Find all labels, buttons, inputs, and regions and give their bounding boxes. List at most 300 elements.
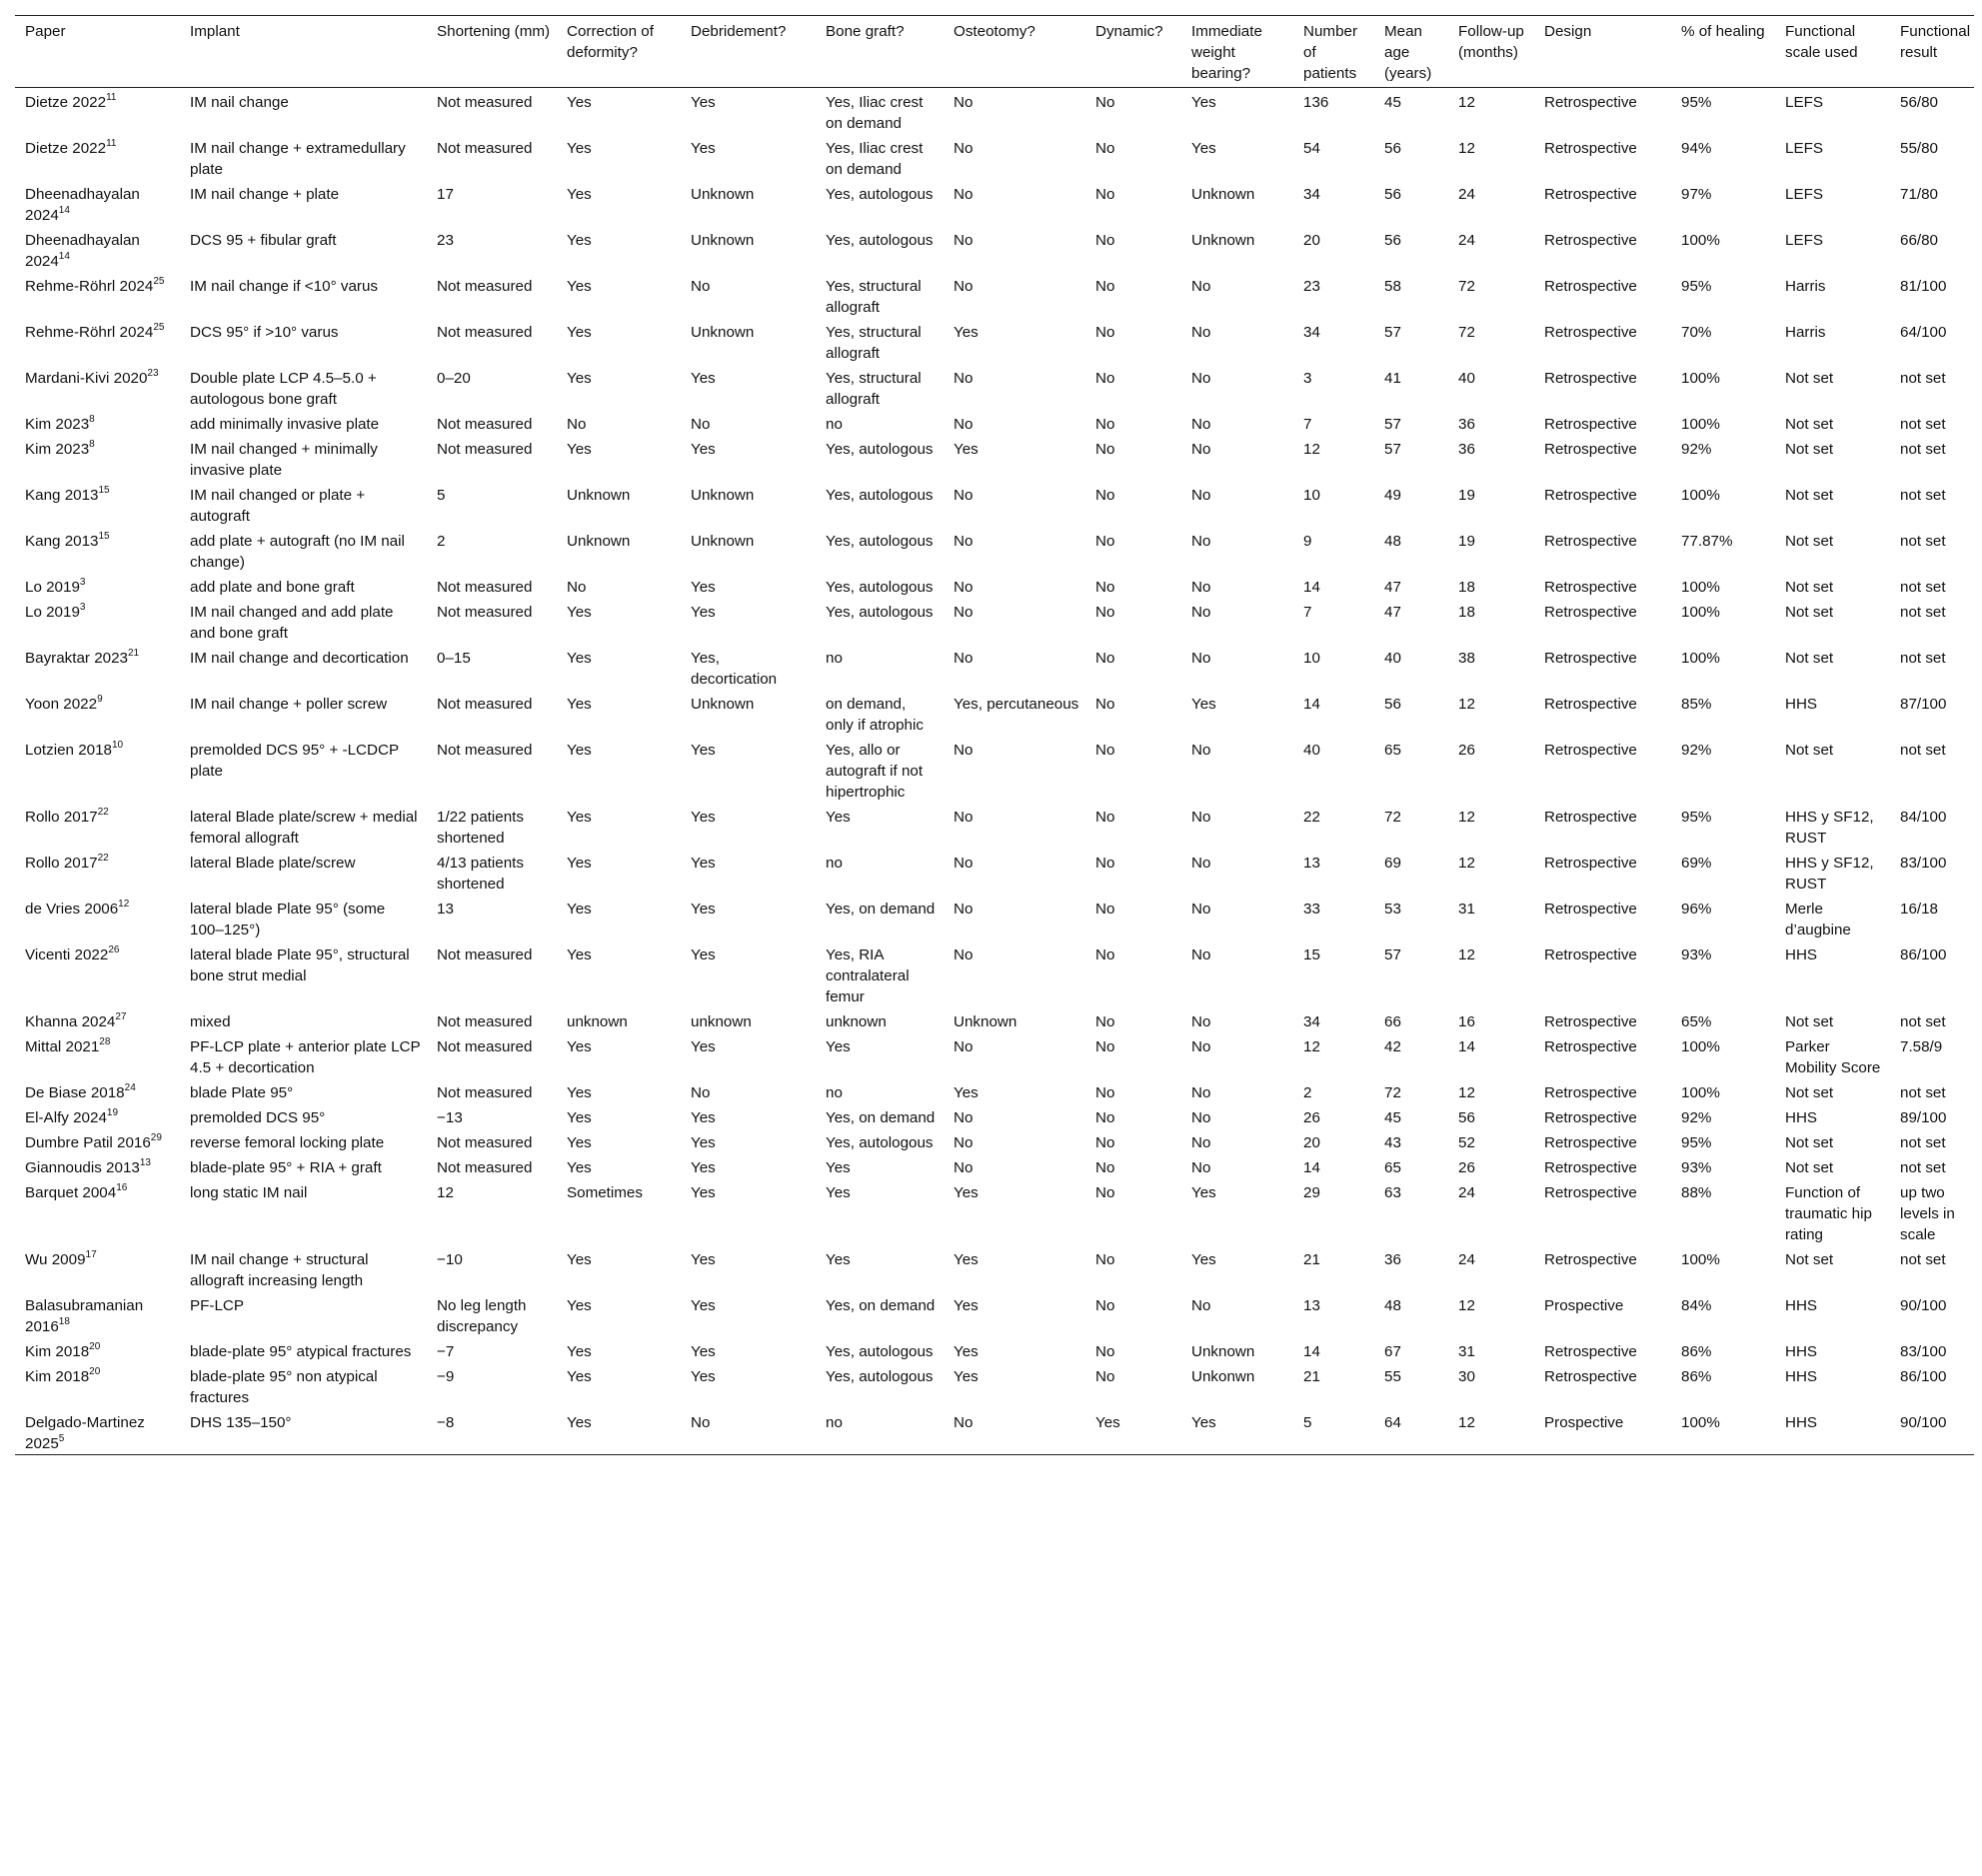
table-cell: 87/100 (1900, 696, 1947, 713)
column-header: Shortening (mm) (437, 23, 551, 40)
table-cell: Retrospective (1544, 1159, 1637, 1176)
table-cell: Yes, structural allograft (826, 370, 922, 408)
table-cell: Unkonwn (1191, 1368, 1255, 1385)
table-cell: 30 (1458, 1368, 1475, 1385)
table-cell: Yes (567, 650, 592, 667)
table-cell: Yes (691, 946, 716, 963)
paper-cell (15, 410, 180, 435)
table-cell: IM nail change if <10° varus (190, 278, 379, 295)
table-cell: 15 (1303, 946, 1320, 963)
table-cell: Yes (826, 1184, 851, 1201)
paper-name: Rollo 2017 (25, 809, 98, 826)
table-row (15, 736, 1974, 803)
table-cell: No (1095, 140, 1115, 157)
table-cell: Retrospective (1544, 487, 1637, 504)
table-cell: lateral blade Plate 95°, structural bone strut medial (190, 946, 410, 984)
table-cell: Yes (567, 946, 592, 963)
table-cell: not set (1900, 416, 1946, 433)
paper-cell (15, 690, 180, 736)
paper-name: El-Alfy 2024 (25, 1109, 107, 1126)
table-cell: No (1191, 370, 1211, 387)
table-cell: not set (1900, 1134, 1946, 1151)
table-cell: no (826, 416, 843, 433)
table-cell: No (954, 742, 974, 759)
table-cell: Yes (567, 324, 592, 341)
table-cell: 136 (1303, 94, 1329, 111)
table-cell: reverse femoral locking plate (190, 1134, 385, 1151)
table-cell: not set (1900, 579, 1946, 596)
table-cell: No (1095, 946, 1115, 963)
table-cell: not set (1900, 1251, 1946, 1268)
column-header: Number of patients (1303, 23, 1358, 82)
reference-number: 8 (89, 438, 95, 450)
reference-number: 25 (153, 321, 165, 333)
table-cell: IM nail changed or plate + autograft (190, 487, 366, 525)
table-cell: IM nail change (190, 94, 289, 111)
table-cell: 77.87% (1681, 533, 1733, 550)
table-cell: Not measured (437, 604, 533, 621)
table-cell: 24 (1458, 186, 1475, 203)
table-cell: Not measured (437, 441, 533, 458)
paper-name: Kim 2018 (25, 1343, 90, 1360)
column-header: Bone graft? (826, 23, 905, 40)
table-cell: 49 (1384, 487, 1401, 504)
table-cell: 33 (1303, 901, 1320, 918)
table-cell: Not set (1785, 416, 1834, 433)
table-cell: 66 (1384, 1013, 1401, 1030)
table-cell: premolded DCS 95° + -LCDCP plate (190, 742, 399, 780)
table-cell: Not set (1785, 650, 1834, 667)
table-cell: HHS (1785, 946, 1818, 963)
reference-number: 9 (97, 693, 103, 705)
table-cell: LEFS (1785, 140, 1823, 157)
table-cell: No (954, 416, 974, 433)
paper-name: Dietze 2022 (25, 94, 107, 111)
table-cell: 65 (1384, 1159, 1401, 1176)
table-cell: Yes, Iliac crest on demand (826, 94, 924, 132)
column-header: Dynamic? (1095, 23, 1163, 40)
table-cell: −7 (437, 1343, 455, 1360)
table-cell: No (1095, 1134, 1115, 1151)
table-cell: −10 (437, 1251, 463, 1268)
table-cell: No (1191, 533, 1211, 550)
table-row (15, 1103, 1974, 1128)
table-cell: No (954, 278, 974, 295)
table-cell: No (1095, 1184, 1115, 1201)
paper-name: Bayraktar 2023 (25, 650, 128, 667)
reference-number: 3 (79, 601, 86, 613)
paper-name: Dheenadhayalan 2024 (25, 186, 140, 224)
table-cell: Retrospective (1544, 1368, 1637, 1385)
table-cell: Yes, autologous (826, 232, 934, 249)
table-cell: No (1095, 441, 1115, 458)
table-row (15, 134, 1974, 180)
table-cell: 72 (1384, 1084, 1401, 1101)
table-cell: Yes, on demand (826, 901, 936, 918)
reference-number: 8 (89, 413, 95, 425)
table-cell: Yes, autologous (826, 533, 934, 550)
table-cell: 42 (1384, 1038, 1401, 1055)
table-cell: 40 (1458, 370, 1475, 387)
table-cell: 14 (1303, 1159, 1320, 1176)
column-header: Osteotomy? (954, 23, 1035, 40)
table-cell: Retrospective (1544, 1343, 1637, 1360)
reference-number: 12 (118, 898, 130, 910)
table-cell: Yes (567, 1251, 592, 1268)
table-row (15, 527, 1974, 573)
table-cell: lateral Blade plate/screw + medial femoral allograft (190, 809, 418, 847)
table-cell: 90/100 (1900, 1297, 1947, 1314)
paper-name: Rehme-Röhrl 2024 (25, 278, 154, 295)
table-cell: PF-LCP plate + anterior plate LCP 4.5 + decortication (190, 1038, 421, 1076)
table-cell: HHS (1785, 1109, 1818, 1126)
table-cell: No (1095, 1251, 1115, 1268)
paper-cell (15, 1362, 180, 1408)
reference-number: 28 (99, 1035, 111, 1047)
table-cell: Yes (691, 1368, 716, 1385)
table-cell: −13 (437, 1109, 463, 1126)
table-cell: Unknown (691, 487, 755, 504)
table-cell: Yes (567, 370, 592, 387)
table-cell: No (954, 186, 974, 203)
table-cell: Retrospective (1544, 604, 1637, 621)
table-cell: Yes (691, 809, 716, 826)
table-container (15, 15, 1974, 1455)
table-cell: 55/80 (1900, 140, 1939, 157)
paper-name: Lo 2019 (25, 604, 80, 621)
table-cell: Yes (567, 809, 592, 826)
table-cell: Yes, autologous (826, 441, 934, 458)
table-cell: 65% (1681, 1013, 1712, 1030)
table-cell: 5 (1303, 1414, 1312, 1431)
table-cell: Yes, RIA contralateral femur (826, 946, 910, 1005)
paper-cell (15, 481, 180, 527)
table-cell: 31 (1458, 1343, 1475, 1360)
table-cell: Retrospective (1544, 232, 1637, 249)
table-cell: Yes (954, 1184, 979, 1201)
table-cell: Retrospective (1544, 1109, 1637, 1126)
table-cell: LEFS (1785, 232, 1823, 249)
table-row (15, 1291, 1974, 1337)
table-cell: 48 (1384, 1297, 1401, 1314)
paper-cell (15, 88, 180, 135)
table-cell: Yes (567, 1414, 592, 1431)
table-cell: Yes (691, 1159, 716, 1176)
table-cell: No (954, 579, 974, 596)
table-row (15, 940, 1974, 1007)
table-cell: 54 (1303, 140, 1320, 157)
table-cell: no (826, 650, 843, 667)
table-cell: Retrospective (1544, 901, 1637, 918)
table-cell: No (1191, 1084, 1211, 1101)
table-cell: 7 (1303, 416, 1312, 433)
table-cell: 19 (1458, 533, 1475, 550)
table-cell: No (1191, 1134, 1211, 1151)
table-cell: 26 (1458, 1159, 1475, 1176)
table-row (15, 481, 1974, 527)
table-cell: 95% (1681, 94, 1712, 111)
table-cell: Retrospective (1544, 416, 1637, 433)
paper-name: Dheenadhayalan 2024 (25, 232, 140, 270)
table-cell: No leg length discrepancy (437, 1297, 527, 1335)
table-row (15, 1078, 1974, 1103)
results-table (15, 15, 1974, 1455)
table-cell: No (1191, 855, 1211, 872)
table-cell: No (1095, 579, 1115, 596)
table-cell: 12 (1458, 946, 1475, 963)
table-cell: Yes (567, 94, 592, 111)
table-cell: 100% (1681, 650, 1720, 667)
table-cell: not set (1900, 1084, 1946, 1101)
table-cell: Yes (691, 901, 716, 918)
table-row (15, 690, 1974, 736)
paper-name: Kim 2023 (25, 416, 90, 433)
paper-name: Balasubramanian 2016 (25, 1297, 144, 1335)
table-cell: 24 (1458, 1251, 1475, 1268)
paper-name: Kang 2013 (25, 533, 99, 550)
table-cell: Not measured (437, 1134, 533, 1151)
table-cell: 57 (1384, 324, 1401, 341)
table-cell: 18 (1458, 579, 1475, 596)
table-cell: No (1095, 1368, 1115, 1385)
column-header: Correction of deformity? (567, 23, 654, 61)
reference-number: 25 (153, 275, 165, 287)
table-cell: Function of traumatic hip rating (1785, 1184, 1872, 1243)
paper-name: Dumbre Patil 2016 (25, 1134, 151, 1151)
table-cell: Not measured (437, 324, 533, 341)
table-cell: 21 (1303, 1251, 1320, 1268)
table-cell: Prospective (1544, 1297, 1624, 1314)
table-cell: 48 (1384, 533, 1401, 550)
paper-cell (15, 527, 180, 573)
table-cell: Not set (1785, 533, 1834, 550)
table-cell: 84/100 (1900, 809, 1947, 826)
table-header (15, 16, 1974, 88)
table-cell: Yes (691, 1109, 716, 1126)
table-cell: 69 (1384, 855, 1401, 872)
table-cell: 81/100 (1900, 278, 1947, 295)
table-cell: 84% (1681, 1297, 1712, 1314)
paper-name: Dietze 2022 (25, 140, 107, 157)
table-cell: Yes (826, 809, 851, 826)
table-cell: Yes (567, 1084, 592, 1101)
table-cell: No (1095, 809, 1115, 826)
table-cell: No (1191, 487, 1211, 504)
reference-number: 22 (97, 852, 109, 864)
table-cell: Parker Mobility Score (1785, 1038, 1881, 1076)
table-cell: Yes (567, 604, 592, 621)
table-cell: Yes (691, 94, 716, 111)
table-cell: not set (1900, 1013, 1946, 1030)
table-cell: 36 (1458, 441, 1475, 458)
table-cell: 2 (1303, 1084, 1312, 1101)
column-header: % of healing (1681, 23, 1765, 40)
table-cell: Yes (567, 696, 592, 713)
table-cell: 23 (437, 232, 454, 249)
paper-cell (15, 598, 180, 644)
table-row (15, 803, 1974, 849)
table-cell: 22 (1303, 809, 1320, 826)
table-cell: 41 (1384, 370, 1401, 387)
table-cell: Unknown (1191, 232, 1255, 249)
table-cell: 93% (1681, 1159, 1712, 1176)
table-cell: HHS y SF12, RUST (1785, 809, 1874, 847)
paper-name: Kim 2023 (25, 441, 90, 458)
table-cell: No (691, 1084, 711, 1101)
table-cell: Yes, Iliac crest on demand (826, 140, 924, 178)
table-cell: up two levels in scale (1900, 1184, 1955, 1243)
table-cell: Retrospective (1544, 533, 1637, 550)
table-cell: Not set (1785, 370, 1834, 387)
paper-cell (15, 226, 180, 272)
table-cell: 56 (1384, 696, 1401, 713)
table-cell: IM nail change + extramedullary plate (190, 140, 406, 178)
table-cell: Not measured (437, 1084, 533, 1101)
table-cell: Unknown (567, 533, 631, 550)
table-cell: No (1095, 1159, 1115, 1176)
table-cell: 100% (1681, 1084, 1720, 1101)
paper-name: Lo 2019 (25, 579, 80, 596)
table-cell: Retrospective (1544, 1184, 1637, 1201)
table-cell: Yes (826, 1251, 851, 1268)
reference-number: 24 (124, 1081, 136, 1093)
table-cell: 40 (1303, 742, 1320, 759)
table-cell: Yes (954, 1297, 979, 1314)
table-cell: No (1191, 416, 1211, 433)
table-cell: 86/100 (1900, 946, 1947, 963)
table-cell: 67 (1384, 1343, 1401, 1360)
table-cell: No (1191, 441, 1211, 458)
table-cell: 100% (1681, 604, 1720, 621)
table-cell: 36 (1458, 416, 1475, 433)
table-cell: No (954, 855, 974, 872)
paper-name: Vicenti 2022 (25, 946, 109, 963)
table-cell: Yes (691, 855, 716, 872)
table-cell: Yes (691, 1184, 716, 1201)
table-cell: 56 (1384, 140, 1401, 157)
table-cell: 13 (1303, 855, 1320, 872)
table-cell: Yes, structural allograft (826, 278, 922, 316)
table-cell: Yes (954, 441, 979, 458)
table-row (15, 435, 1974, 481)
column-header: Functional scale used (1785, 23, 1858, 61)
table-cell: Yes (691, 1134, 716, 1151)
table-cell: Yes, autologous (826, 604, 934, 621)
paper-cell (15, 803, 180, 849)
table-cell: 21 (1303, 1368, 1320, 1385)
table-cell: 92% (1681, 1109, 1712, 1126)
table-cell: Retrospective (1544, 1084, 1637, 1101)
table-cell: Not set (1785, 441, 1834, 458)
table-cell: No (1095, 1084, 1115, 1101)
table-cell: PF-LCP (190, 1297, 245, 1314)
table-cell: blade Plate 95° (190, 1084, 294, 1101)
table-cell: No (1191, 901, 1211, 918)
table-cell: 85% (1681, 696, 1712, 713)
table-cell: Yes (567, 1109, 592, 1126)
table-cell: 12 (1303, 1038, 1320, 1055)
table-cell: Not measured (437, 1038, 533, 1055)
table-cell: 13 (1303, 1297, 1320, 1314)
table-row (15, 1337, 1974, 1362)
table-cell: 86% (1681, 1368, 1712, 1385)
table-cell: Retrospective (1544, 278, 1637, 295)
table-cell: 95% (1681, 278, 1712, 295)
table-row (15, 1153, 1974, 1178)
table-cell: 66/80 (1900, 232, 1939, 249)
table-cell: IM nail change and decortication (190, 650, 409, 667)
table-row (15, 895, 1974, 940)
table-cell: 12 (1458, 809, 1475, 826)
reference-number: 14 (58, 204, 70, 216)
table-cell: 12 (1458, 1414, 1475, 1431)
table-cell: Not set (1785, 1134, 1834, 1151)
table-cell: 14 (1303, 1343, 1320, 1360)
table-cell: 94% (1681, 140, 1712, 157)
table-cell: No (1095, 1297, 1115, 1314)
table-cell: Retrospective (1544, 370, 1637, 387)
paper-cell (15, 1153, 180, 1178)
table-row (15, 573, 1974, 598)
column-header: Follow-up (months) (1458, 23, 1524, 61)
table-cell: No (1191, 650, 1211, 667)
table-cell: Not measured (437, 946, 533, 963)
table-cell: No (1095, 604, 1115, 621)
table-cell: 57 (1384, 441, 1401, 458)
table-cell: Yes (826, 1038, 851, 1055)
paper-cell (15, 736, 180, 803)
table-cell: 64 (1384, 1414, 1401, 1431)
table-cell: No (1191, 809, 1211, 826)
table-cell: 26 (1303, 1109, 1320, 1126)
table-cell: IM nail change + structural allograft increasing length (190, 1251, 369, 1289)
table-cell: No (1095, 855, 1115, 872)
table-cell: Unknown (1191, 1343, 1255, 1360)
table-cell: 72 (1458, 324, 1475, 341)
paper-name: Khanna 2024 (25, 1013, 116, 1030)
table-row (15, 364, 1974, 410)
table-cell: 29 (1303, 1184, 1320, 1201)
table-cell: Yes (1191, 696, 1216, 713)
paper-cell (15, 895, 180, 940)
table-cell: Yes (1191, 94, 1216, 111)
reference-number: 3 (79, 576, 86, 588)
table-cell: blade-plate 95° non atypical fractures (190, 1368, 378, 1406)
table-cell: Retrospective (1544, 855, 1637, 872)
table-cell: Unknown (691, 232, 755, 249)
table-cell: LEFS (1785, 186, 1823, 203)
reference-number: 14 (58, 250, 70, 262)
table-cell: No (954, 140, 974, 157)
table-cell: 65 (1384, 742, 1401, 759)
table-cell: Yes (691, 579, 716, 596)
table-cell: No (1095, 232, 1115, 249)
table-cell: Yes, autologous (826, 1343, 934, 1360)
reference-number: 17 (85, 1248, 97, 1260)
table-cell: No (1095, 650, 1115, 667)
table-body (15, 88, 1974, 1455)
table-cell: Retrospective (1544, 1038, 1637, 1055)
table-cell: No (954, 232, 974, 249)
table-row (15, 849, 1974, 895)
table-cell: 19 (1458, 487, 1475, 504)
paper-cell (15, 1408, 180, 1455)
table-cell: 55 (1384, 1368, 1401, 1385)
table-cell: No (1095, 1109, 1115, 1126)
table-cell: LEFS (1785, 94, 1823, 111)
table-cell: 12 (1458, 1084, 1475, 1101)
table-cell: No (1095, 487, 1115, 504)
